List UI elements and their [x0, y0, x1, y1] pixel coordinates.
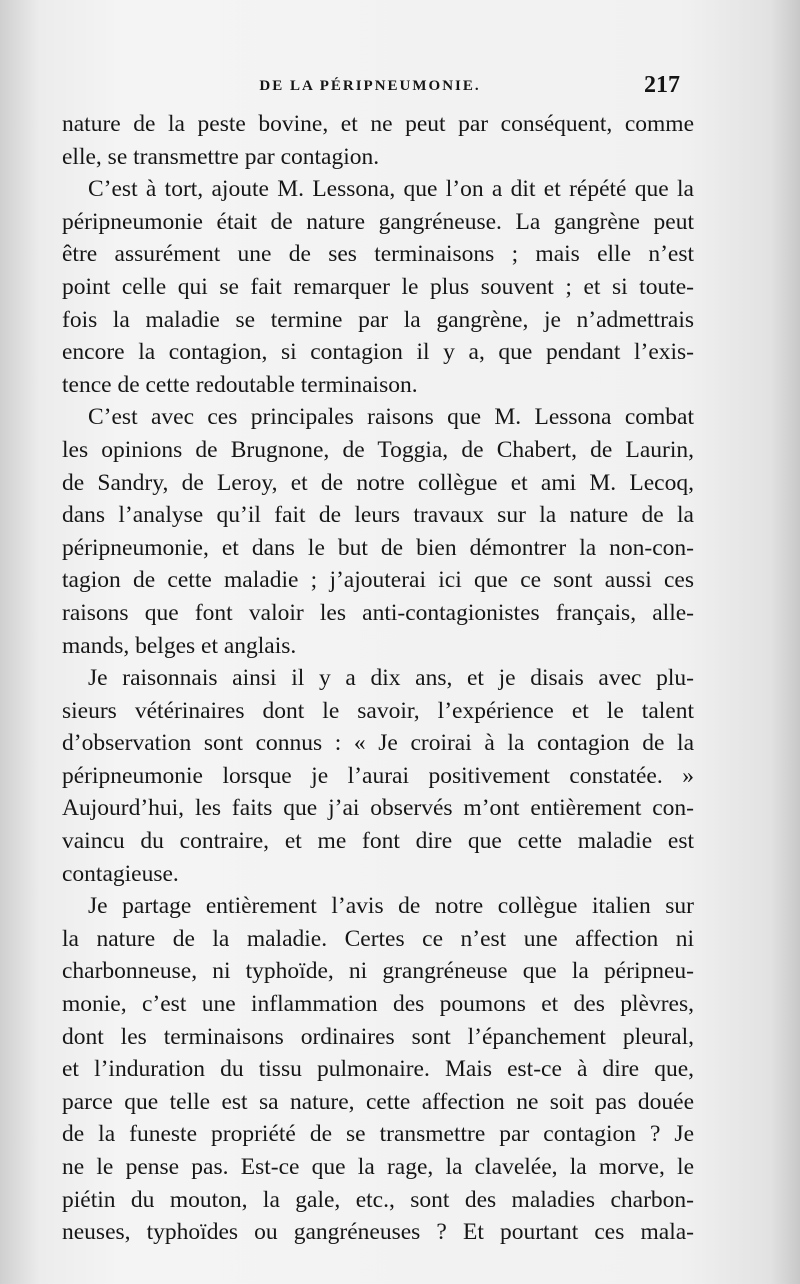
text-line: encore la contagion, si contagion il y a, que pendant l’exis-	[62, 339, 694, 366]
text-line: elle, se transmettre par contagion.	[62, 143, 380, 170]
text-line: point celle qui se fait remarquer le plus souvent ; et si toute-	[62, 273, 694, 300]
text-line: et l’induration du tissu pulmonaire. Mais est-ce à dire que,	[62, 1056, 694, 1083]
text-line: dans l’analyse qu’il fait de leurs travaux sur la nature de la	[62, 502, 694, 529]
text-line: piétin du mouton, la gale, etc., sont des maladies charbon-	[62, 1186, 694, 1213]
text-line: péripneumonie lorsque je l’aurai positivement constatée. »	[62, 762, 694, 789]
text-line: nature de la peste bovine, et ne peut par conséquent, comme	[62, 111, 694, 137]
text-line: tence de cette redoutable terminaison.	[62, 371, 418, 398]
text-line: Je raisonnais ainsi il y a dix ans, et je disais avec plu-	[88, 665, 694, 692]
text-line: péripneumonie était de nature gangréneuse. La gangrène peut	[62, 208, 694, 235]
page-number: 217	[644, 72, 680, 98]
text-line: mands, belges et anglais.	[62, 632, 297, 659]
text-line: parce que telle est sa nature, cette affection ne soit pas douée	[62, 1088, 694, 1115]
running-title: DE LA PÉRIPNEUMONIE.	[259, 78, 481, 94]
text-line: C’est à tort, ajoute M. Lessona, que l’on a dit et répété que la	[88, 176, 694, 203]
text-line: les opinions de Brugnone, de Toggia, de Chabert, de Laurin,	[62, 436, 694, 463]
text-line: de la funeste propriété de se transmettre par contagion ? Je	[62, 1121, 694, 1148]
text-line: contagieuse.	[62, 860, 179, 887]
text-line: Je partage entièrement l’avis de notre collègue italien sur	[88, 893, 694, 920]
text-line: tagion de cette maladie ; j’ajouterai ici que ce sont aussi ces	[62, 567, 694, 594]
text-line: la nature de la maladie. Certes ce n’est une affection ni	[62, 925, 694, 952]
text-line: fois la maladie se termine par la gangrène, je n’admettrais	[62, 306, 694, 333]
text-line: de Sandry, de Leroy, et de notre collègue et ami M. Lecoq,	[62, 469, 694, 496]
body-text	[62, 108, 694, 1249]
text-line: Aujourd’hui, les faits que j’ai observés m’ont entièrement con-	[62, 795, 694, 822]
running-head	[60, 74, 680, 104]
text-line: C’est avec ces principales raisons que M. Lessona combat	[88, 404, 694, 431]
text-line: neuses, typhoïdes ou gangréneuses ? Et pourtant ces mala-	[62, 1219, 694, 1246]
text-line: dont les terminaisons ordinaires sont l’épanchement pleural,	[62, 1023, 694, 1050]
text-line: péripneumonie, et dans le but de bien démontrer la non-con-	[62, 534, 694, 561]
text-line: être assurément une de ses terminaisons ; mais elle n’est	[62, 241, 694, 268]
text-line: vaincu du contraire, et me font dire que cette maladie est	[62, 828, 694, 855]
text-line: d’observation sont connus : « Je croirai à la contagion de la	[62, 730, 694, 757]
text-line: sieurs vétérinaires dont le savoir, l’expérience et le talent	[62, 697, 694, 724]
text-line: raisons que font valoir les anti-contagionistes français, alle-	[62, 599, 694, 626]
text-line: monie, c’est une inflammation des poumons et des plèvres,	[62, 991, 694, 1018]
text-line: ne le pense pas. Est-ce que la rage, la clavelée, la morve, le	[62, 1154, 694, 1180]
text-line: charbonneuse, ni typhoïde, ni grangréneuse que la péripneu-	[62, 958, 694, 985]
